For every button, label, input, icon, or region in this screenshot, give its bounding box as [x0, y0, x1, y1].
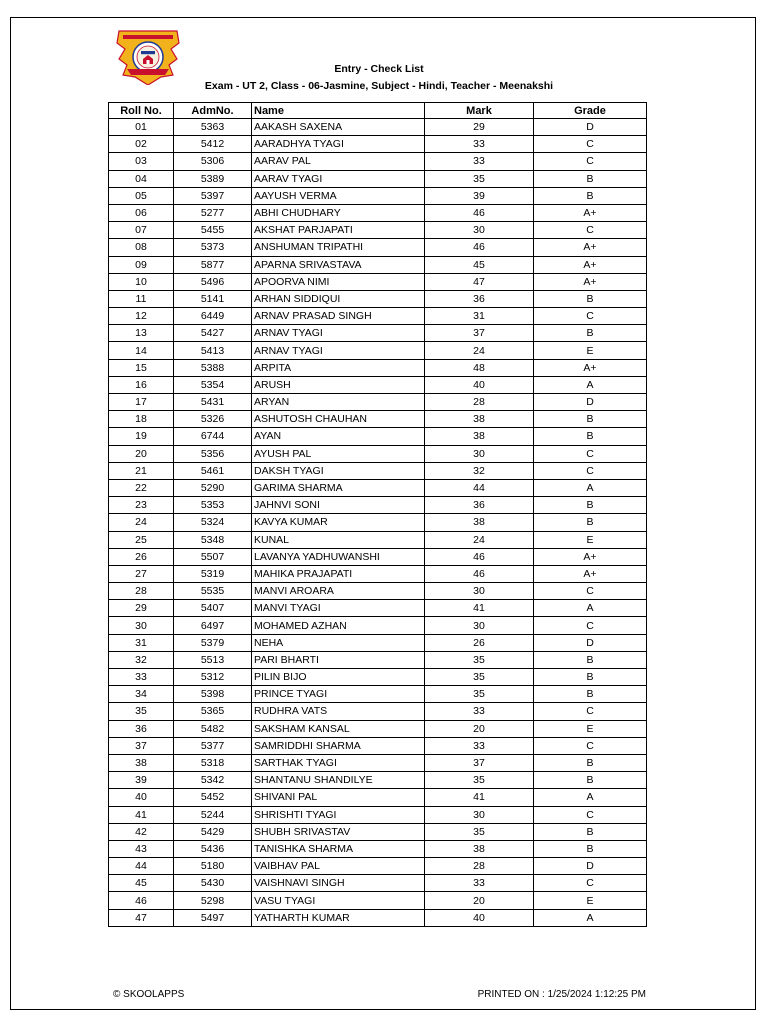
table-row	[109, 909, 647, 926]
roll-no-cell: 23	[109, 497, 174, 514]
grade-cell: C	[534, 875, 647, 892]
adm-no-cell: 5431	[174, 394, 252, 411]
roll-no-cell: 34	[109, 686, 174, 703]
grade-cell: A+	[534, 273, 647, 290]
adm-no-cell: 5365	[174, 703, 252, 720]
roll-no-cell: 33	[109, 669, 174, 686]
roll-no-cell: 27	[109, 565, 174, 582]
roll-no-cell: 44	[109, 858, 174, 875]
roll-no-cell: 13	[109, 325, 174, 342]
mark-cell: 47	[425, 273, 534, 290]
grade-cell: C	[534, 617, 647, 634]
table-row	[109, 583, 647, 600]
mark-cell: 28	[425, 394, 534, 411]
table-row	[109, 669, 647, 686]
table-row	[109, 875, 647, 892]
grade-cell: E	[534, 892, 647, 909]
grade-cell: B	[534, 187, 647, 204]
table-row	[109, 892, 647, 909]
grade-cell: C	[534, 462, 647, 479]
adm-no-cell: 6744	[174, 428, 252, 445]
table-row	[109, 840, 647, 857]
name-cell: APARNA SRIVASTAVA	[252, 256, 425, 273]
adm-no-cell: 5298	[174, 892, 252, 909]
grade-cell: B	[534, 669, 647, 686]
adm-no-cell: 5482	[174, 720, 252, 737]
name-cell: AARADHYA TYAGI	[252, 136, 425, 153]
table-row	[109, 342, 647, 359]
grade-cell: A	[534, 479, 647, 496]
grade-cell: A+	[534, 239, 647, 256]
grade-cell: C	[534, 703, 647, 720]
grade-cell: D	[534, 634, 647, 651]
roll-no-cell: 22	[109, 479, 174, 496]
mark-cell: 44	[425, 479, 534, 496]
mark-cell: 30	[425, 617, 534, 634]
name-cell: MANVI AROARA	[252, 583, 425, 600]
roll-no-cell: 18	[109, 411, 174, 428]
table-row	[109, 823, 647, 840]
table-row	[109, 737, 647, 754]
grade-cell: B	[534, 754, 647, 771]
adm-no-cell: 5436	[174, 840, 252, 857]
mark-cell: 33	[425, 703, 534, 720]
roll-no-cell: 16	[109, 376, 174, 393]
column-header-grade: Grade	[534, 103, 647, 119]
table-row	[109, 394, 647, 411]
adm-no-cell: 5348	[174, 531, 252, 548]
mark-cell: 35	[425, 686, 534, 703]
table-row	[109, 359, 647, 376]
adm-no-cell: 5388	[174, 359, 252, 376]
roll-no-cell: 28	[109, 583, 174, 600]
roll-no-cell: 20	[109, 445, 174, 462]
copyright-text: © SKOOLAPPS	[113, 989, 185, 1000]
roll-no-cell: 43	[109, 840, 174, 857]
name-cell: APOORVA NIMI	[252, 273, 425, 290]
name-cell: RUDHRA VATS	[252, 703, 425, 720]
table-row	[109, 187, 647, 204]
adm-no-cell: 5397	[174, 187, 252, 204]
grade-cell: D	[534, 858, 647, 875]
grade-cell: C	[534, 153, 647, 170]
table-row	[109, 411, 647, 428]
grade-cell: B	[534, 823, 647, 840]
name-cell: VAISHNAVI SINGH	[252, 875, 425, 892]
roll-no-cell: 14	[109, 342, 174, 359]
name-cell: SHANTANU SHANDILYE	[252, 772, 425, 789]
adm-no-cell: 5180	[174, 858, 252, 875]
grade-cell: B	[534, 411, 647, 428]
mark-cell: 36	[425, 290, 534, 307]
grade-cell: C	[534, 308, 647, 325]
column-header-adm-no: AdmNo.	[174, 103, 252, 119]
adm-no-cell: 5306	[174, 153, 252, 170]
adm-no-cell: 5398	[174, 686, 252, 703]
grade-cell: A+	[534, 565, 647, 582]
name-cell: VAIBHAV PAL	[252, 858, 425, 875]
name-cell: KUNAL	[252, 531, 425, 548]
adm-no-cell: 5455	[174, 222, 252, 239]
adm-no-cell: 5389	[174, 170, 252, 187]
roll-no-cell: 40	[109, 789, 174, 806]
roll-no-cell: 30	[109, 617, 174, 634]
mark-cell: 29	[425, 119, 534, 136]
table-row	[109, 548, 647, 565]
mark-cell: 37	[425, 754, 534, 771]
mark-cell: 46	[425, 548, 534, 565]
checklist-table	[108, 102, 647, 927]
name-cell: DAKSH TYAGI	[252, 462, 425, 479]
roll-no-cell: 09	[109, 256, 174, 273]
adm-no-cell: 5379	[174, 634, 252, 651]
mark-cell: 39	[425, 187, 534, 204]
mark-cell: 38	[425, 840, 534, 857]
table-row	[109, 514, 647, 531]
name-cell: SHUBH SRIVASTAV	[252, 823, 425, 840]
roll-no-cell: 08	[109, 239, 174, 256]
mark-cell: 45	[425, 256, 534, 273]
roll-no-cell: 26	[109, 548, 174, 565]
table-row	[109, 703, 647, 720]
school-logo	[113, 29, 183, 85]
grade-cell: A+	[534, 359, 647, 376]
table-row	[109, 462, 647, 479]
roll-no-cell: 07	[109, 222, 174, 239]
column-header-mark: Mark	[425, 103, 534, 119]
mark-cell: 46	[425, 239, 534, 256]
roll-no-cell: 04	[109, 170, 174, 187]
table-row	[109, 497, 647, 514]
grade-cell: A	[534, 909, 647, 926]
roll-no-cell: 45	[109, 875, 174, 892]
adm-no-cell: 5354	[174, 376, 252, 393]
grade-cell: B	[534, 290, 647, 307]
table-row	[109, 858, 647, 875]
roll-no-cell: 15	[109, 359, 174, 376]
table-row	[109, 153, 647, 170]
table-row	[109, 720, 647, 737]
name-cell: SAMRIDDHI SHARMA	[252, 737, 425, 754]
mark-cell: 40	[425, 376, 534, 393]
adm-no-cell: 5244	[174, 806, 252, 823]
printed-on-text: PRINTED ON : 1/25/2024 1:12:25 PM	[477, 989, 646, 1000]
mark-cell: 48	[425, 359, 534, 376]
table-row	[109, 600, 647, 617]
grade-cell: A+	[534, 204, 647, 221]
grade-cell: B	[534, 325, 647, 342]
table-row	[109, 170, 647, 187]
roll-no-cell: 24	[109, 514, 174, 531]
adm-no-cell: 5496	[174, 273, 252, 290]
adm-no-cell: 5412	[174, 136, 252, 153]
name-cell: AARAV PAL	[252, 153, 425, 170]
roll-no-cell: 31	[109, 634, 174, 651]
roll-no-cell: 25	[109, 531, 174, 548]
grade-cell: C	[534, 806, 647, 823]
grade-cell: C	[534, 445, 647, 462]
table-row	[109, 119, 647, 136]
adm-no-cell: 5141	[174, 290, 252, 307]
adm-no-cell: 5877	[174, 256, 252, 273]
table-row	[109, 136, 647, 153]
roll-no-cell: 39	[109, 772, 174, 789]
roll-no-cell: 01	[109, 119, 174, 136]
mark-cell: 35	[425, 772, 534, 789]
table-row	[109, 376, 647, 393]
mark-cell: 38	[425, 411, 534, 428]
table-row	[109, 651, 647, 668]
adm-no-cell: 5326	[174, 411, 252, 428]
table-row	[109, 686, 647, 703]
mark-cell: 35	[425, 823, 534, 840]
mark-cell: 35	[425, 651, 534, 668]
roll-no-cell: 37	[109, 737, 174, 754]
table-row	[109, 772, 647, 789]
mark-cell: 31	[425, 308, 534, 325]
mark-cell: 41	[425, 600, 534, 617]
mark-cell: 46	[425, 204, 534, 221]
mark-cell: 46	[425, 565, 534, 582]
roll-no-cell: 10	[109, 273, 174, 290]
table-row	[109, 617, 647, 634]
roll-no-cell: 02	[109, 136, 174, 153]
mark-cell: 41	[425, 789, 534, 806]
adm-no-cell: 5353	[174, 497, 252, 514]
name-cell: VASU TYAGI	[252, 892, 425, 909]
mark-cell: 20	[425, 892, 534, 909]
adm-no-cell: 5318	[174, 754, 252, 771]
adm-no-cell: 5312	[174, 669, 252, 686]
grade-cell: B	[534, 686, 647, 703]
name-cell: AAKASH SAXENA	[252, 119, 425, 136]
grade-cell: E	[534, 531, 647, 548]
mark-cell: 33	[425, 136, 534, 153]
roll-no-cell: 05	[109, 187, 174, 204]
mark-cell: 30	[425, 222, 534, 239]
grade-cell: B	[534, 514, 647, 531]
table-row	[109, 565, 647, 582]
grade-cell: A	[534, 789, 647, 806]
grade-cell: E	[534, 342, 647, 359]
name-cell: ARHAN SIDDIQUI	[252, 290, 425, 307]
name-cell: AYUSH PAL	[252, 445, 425, 462]
mark-cell: 33	[425, 875, 534, 892]
name-cell: YATHARTH KUMAR	[252, 909, 425, 926]
mark-cell: 38	[425, 428, 534, 445]
adm-no-cell: 5290	[174, 479, 252, 496]
table-row	[109, 806, 647, 823]
mark-cell: 32	[425, 462, 534, 479]
adm-no-cell: 5407	[174, 600, 252, 617]
adm-no-cell: 5277	[174, 204, 252, 221]
mark-cell: 35	[425, 170, 534, 187]
mark-cell: 38	[425, 514, 534, 531]
roll-no-cell: 47	[109, 909, 174, 926]
table-body	[109, 119, 647, 927]
adm-no-cell: 5429	[174, 823, 252, 840]
roll-no-cell: 46	[109, 892, 174, 909]
mark-cell: 24	[425, 531, 534, 548]
roll-no-cell: 29	[109, 600, 174, 617]
name-cell: KAVYA KUMAR	[252, 514, 425, 531]
roll-no-cell: 35	[109, 703, 174, 720]
name-cell: TANISHKA SHARMA	[252, 840, 425, 857]
grade-cell: B	[534, 651, 647, 668]
grade-cell: A	[534, 600, 647, 617]
mark-cell: 35	[425, 669, 534, 686]
column-header-name: Name	[252, 103, 425, 119]
name-cell: ARPITA	[252, 359, 425, 376]
name-cell: ARYAN	[252, 394, 425, 411]
grade-cell: C	[534, 737, 647, 754]
name-cell: AARAV TYAGI	[252, 170, 425, 187]
grade-cell: B	[534, 428, 647, 445]
adm-no-cell: 5513	[174, 651, 252, 668]
name-cell: AYAN	[252, 428, 425, 445]
page-subtitle: Exam - UT 2, Class - 06-Jasmine, Subject - Hindi, Teacher - Meenakshi	[204, 80, 554, 92]
roll-no-cell: 41	[109, 806, 174, 823]
mark-cell: 30	[425, 806, 534, 823]
table-row	[109, 531, 647, 548]
name-cell: PARI BHARTI	[252, 651, 425, 668]
table-row	[109, 754, 647, 771]
mark-cell: 33	[425, 153, 534, 170]
adm-no-cell: 5430	[174, 875, 252, 892]
roll-no-cell: 32	[109, 651, 174, 668]
grade-cell: C	[534, 583, 647, 600]
name-cell: AKSHAT PARJAPATI	[252, 222, 425, 239]
name-cell: MOHAMED AZHAN	[252, 617, 425, 634]
grade-cell: A+	[534, 256, 647, 273]
table-row	[109, 479, 647, 496]
roll-no-cell: 19	[109, 428, 174, 445]
roll-no-cell: 11	[109, 290, 174, 307]
roll-no-cell: 21	[109, 462, 174, 479]
name-cell: SHIVANI PAL	[252, 789, 425, 806]
name-cell: JAHNVI SONI	[252, 497, 425, 514]
name-cell: AAYUSH VERMA	[252, 187, 425, 204]
grade-cell: B	[534, 497, 647, 514]
grade-cell: C	[534, 136, 647, 153]
adm-no-cell: 5373	[174, 239, 252, 256]
roll-no-cell: 06	[109, 204, 174, 221]
name-cell: SHRISHTI TYAGI	[252, 806, 425, 823]
roll-no-cell: 12	[109, 308, 174, 325]
adm-no-cell: 5377	[174, 737, 252, 754]
table-row	[109, 290, 647, 307]
adm-no-cell: 5507	[174, 548, 252, 565]
adm-no-cell: 5452	[174, 789, 252, 806]
roll-no-cell: 42	[109, 823, 174, 840]
adm-no-cell: 5324	[174, 514, 252, 531]
page-title: Entry - Check List	[334, 63, 424, 75]
name-cell: MAHIKA PRAJAPATI	[252, 565, 425, 582]
table-row	[109, 204, 647, 221]
name-cell: PILIN BIJO	[252, 669, 425, 686]
table-row	[109, 445, 647, 462]
table-header-row	[109, 103, 647, 119]
roll-no-cell: 03	[109, 153, 174, 170]
mark-cell: 30	[425, 445, 534, 462]
mark-cell: 30	[425, 583, 534, 600]
name-cell: ARNAV PRASAD SINGH	[252, 308, 425, 325]
table-row	[109, 239, 647, 256]
name-cell: ARUSH	[252, 376, 425, 393]
grade-cell: E	[534, 720, 647, 737]
adm-no-cell: 5413	[174, 342, 252, 359]
adm-no-cell: 5342	[174, 772, 252, 789]
name-cell: ARNAV TYAGI	[252, 325, 425, 342]
grade-cell: B	[534, 170, 647, 187]
roll-no-cell: 36	[109, 720, 174, 737]
mark-cell: 40	[425, 909, 534, 926]
grade-cell: A	[534, 376, 647, 393]
name-cell: SARTHAK TYAGI	[252, 754, 425, 771]
mark-cell: 24	[425, 342, 534, 359]
adm-no-cell: 5461	[174, 462, 252, 479]
name-cell: MANVI TYAGI	[252, 600, 425, 617]
adm-no-cell: 5427	[174, 325, 252, 342]
adm-no-cell: 5497	[174, 909, 252, 926]
name-cell: NEHA	[252, 634, 425, 651]
table-row	[109, 256, 647, 273]
table-row	[109, 308, 647, 325]
grade-cell: D	[534, 394, 647, 411]
grade-cell: B	[534, 840, 647, 857]
name-cell: SAKSHAM KANSAL	[252, 720, 425, 737]
adm-no-cell: 5319	[174, 565, 252, 582]
table-row	[109, 428, 647, 445]
adm-no-cell: 6497	[174, 617, 252, 634]
mark-cell: 33	[425, 737, 534, 754]
name-cell: ASHUTOSH CHAUHAN	[252, 411, 425, 428]
grade-cell: B	[534, 772, 647, 789]
name-cell: GARIMA SHARMA	[252, 479, 425, 496]
adm-no-cell: 6449	[174, 308, 252, 325]
adm-no-cell: 5356	[174, 445, 252, 462]
table-row	[109, 325, 647, 342]
mark-cell: 36	[425, 497, 534, 514]
grade-cell: C	[534, 222, 647, 239]
table-row	[109, 634, 647, 651]
mark-cell: 28	[425, 858, 534, 875]
column-header-roll-no: Roll No.	[109, 103, 174, 119]
name-cell: ABHI CHUDHARY	[252, 204, 425, 221]
name-cell: ARNAV TYAGI	[252, 342, 425, 359]
grade-cell: D	[534, 119, 647, 136]
name-cell: LAVANYA YADHUWANSHI	[252, 548, 425, 565]
roll-no-cell: 17	[109, 394, 174, 411]
mark-cell: 26	[425, 634, 534, 651]
adm-no-cell: 5363	[174, 119, 252, 136]
table-row	[109, 222, 647, 239]
name-cell: PRINCE TYAGI	[252, 686, 425, 703]
grade-cell: A+	[534, 548, 647, 565]
table-row	[109, 273, 647, 290]
mark-cell: 37	[425, 325, 534, 342]
mark-cell: 20	[425, 720, 534, 737]
name-cell: ANSHUMAN TRIPATHI	[252, 239, 425, 256]
adm-no-cell: 5535	[174, 583, 252, 600]
table-row	[109, 789, 647, 806]
roll-no-cell: 38	[109, 754, 174, 771]
